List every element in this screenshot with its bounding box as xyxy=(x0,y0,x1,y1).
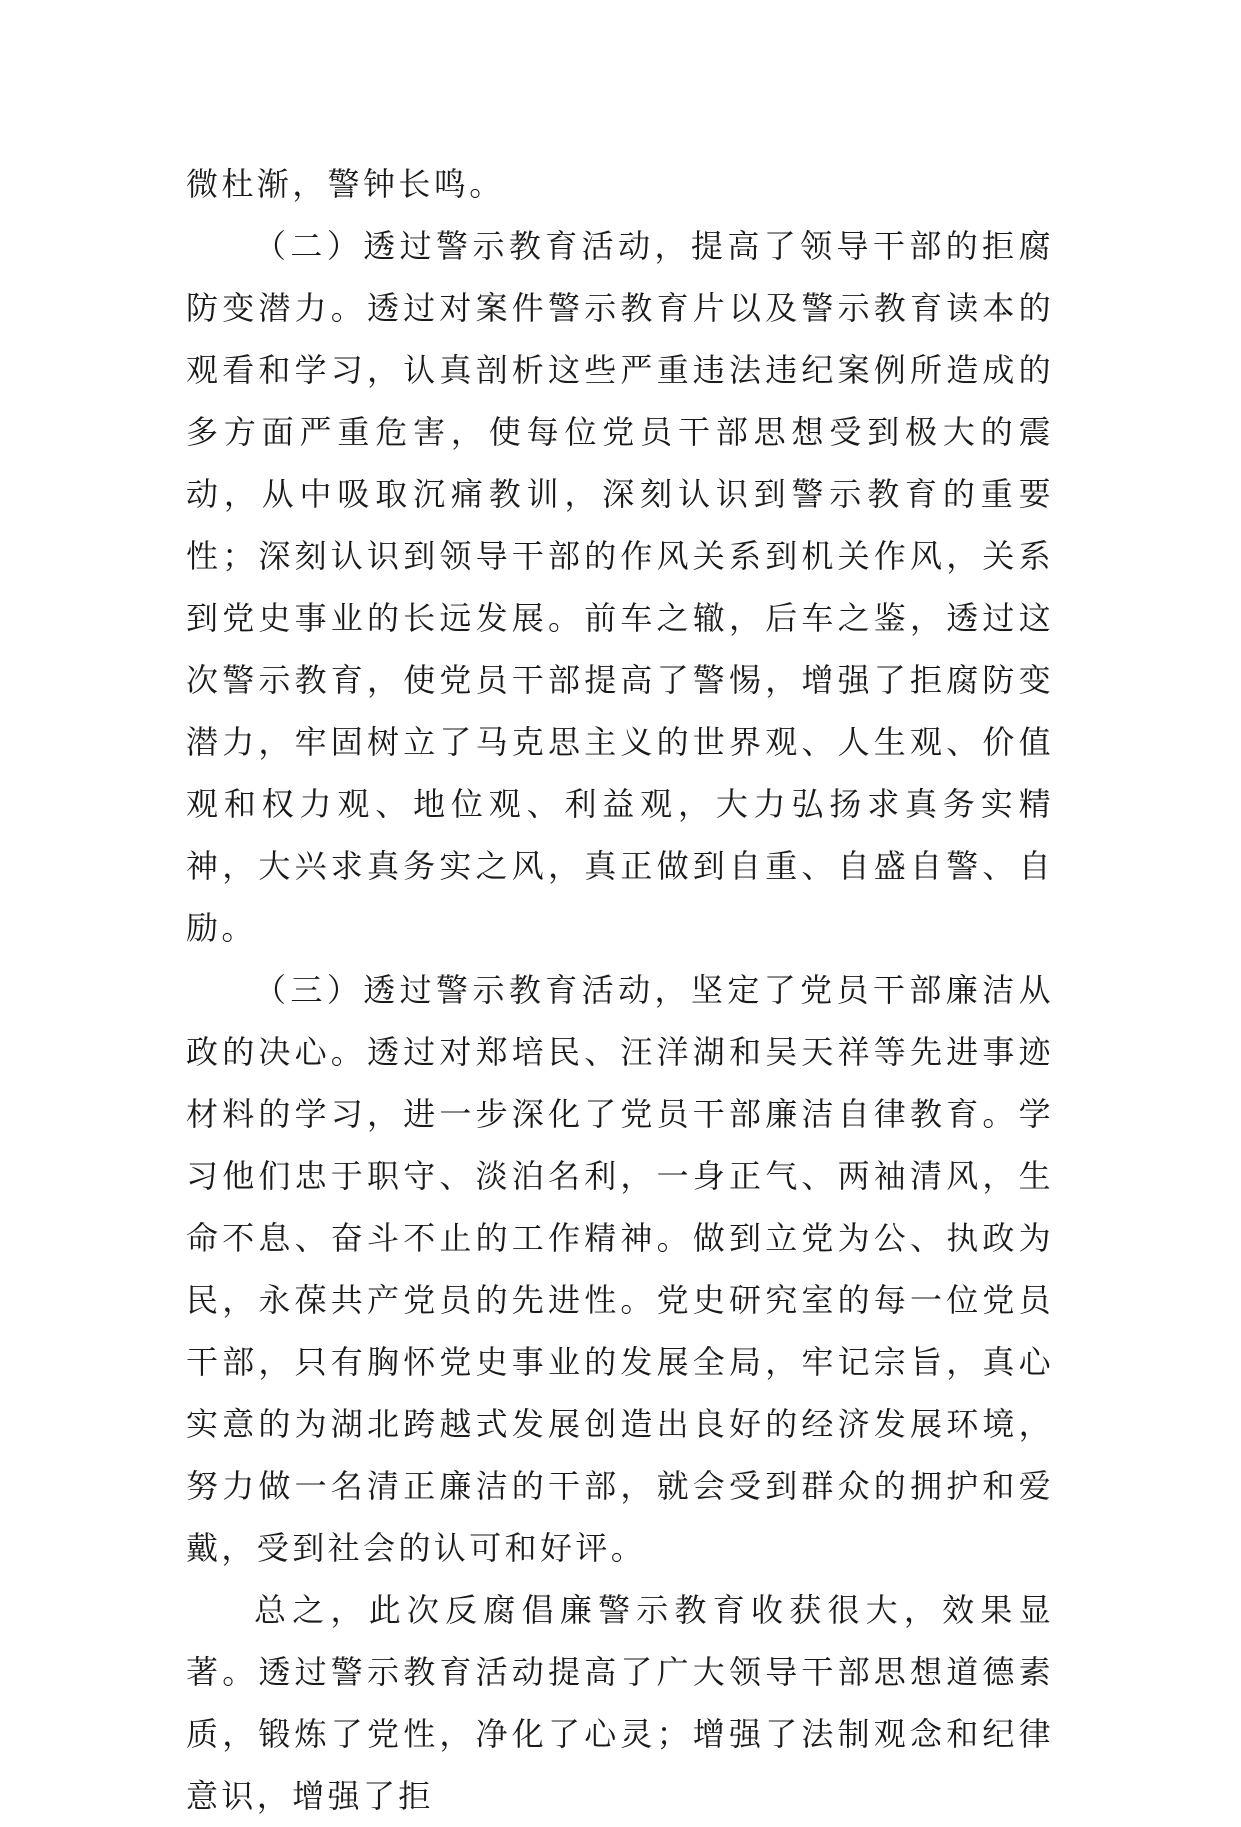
paragraph-continuation: 微杜渐，警钟长鸣。 xyxy=(186,165,505,203)
paragraph-section-2: （二）透过警示教育活动，提高了领导干部的拒腐防变潜力。透过对案件警示教育片以及警示教育读本的观看和学习，认真剖析这些严重违法违纪案例所造成的多方面严重危害，使每位党员干部思想受到极大的震动，从中吸取沉痛教训，深刻认识到警示教育的重要性；深刻认识到领导干部的作风关系到机关作风，关系到党史事业的长远发展。前车之辙，后车之鉴，透过这次警示教育，使党员干部提高了警惕，增强了拒腐防变潜力，牢固树立了马克思主义的世界观、人生观、价值观和权力观、地位观、利益观，大力弘扬求真务实精神，大兴求真务实之风，真正做到自重、自盛自警、自励。 xyxy=(186,227,1054,947)
body-text xyxy=(186,153,1054,1827)
paragraph-summary: 总之，此次反腐倡廉警示教育收获很大，效果显著。透过警示教育活动提高了广大领导干部思想道德素质，锻炼了党性，净化了心灵；增强了法制观念和纪律意识，增强了拒 xyxy=(186,1591,1054,1815)
paragraph-section-3: （三）透过警示教育活动，坚定了党员干部廉洁从政的决心。透过对郑培民、汪洋湖和吴天祥等先进事迹材料的学习，进一步深化了党员干部廉洁自律教育。学习他们忠于职守、淡泊名利，一身正气、两袖清风，生命不息、奋斗不止的工作精神。做到立党为公、执政为民，永葆共产党员的先进性。党史研究室的每一位党员干部，只有胸怀党史事业的发展全局，牢记宗旨，真心实意的为湖北跨越式发展创造出良好的经济发展环境，努力做一名清正廉洁的干部，就会受到群众的拥护和爱戴，受到社会的认可和好评。 xyxy=(186,971,1054,1567)
